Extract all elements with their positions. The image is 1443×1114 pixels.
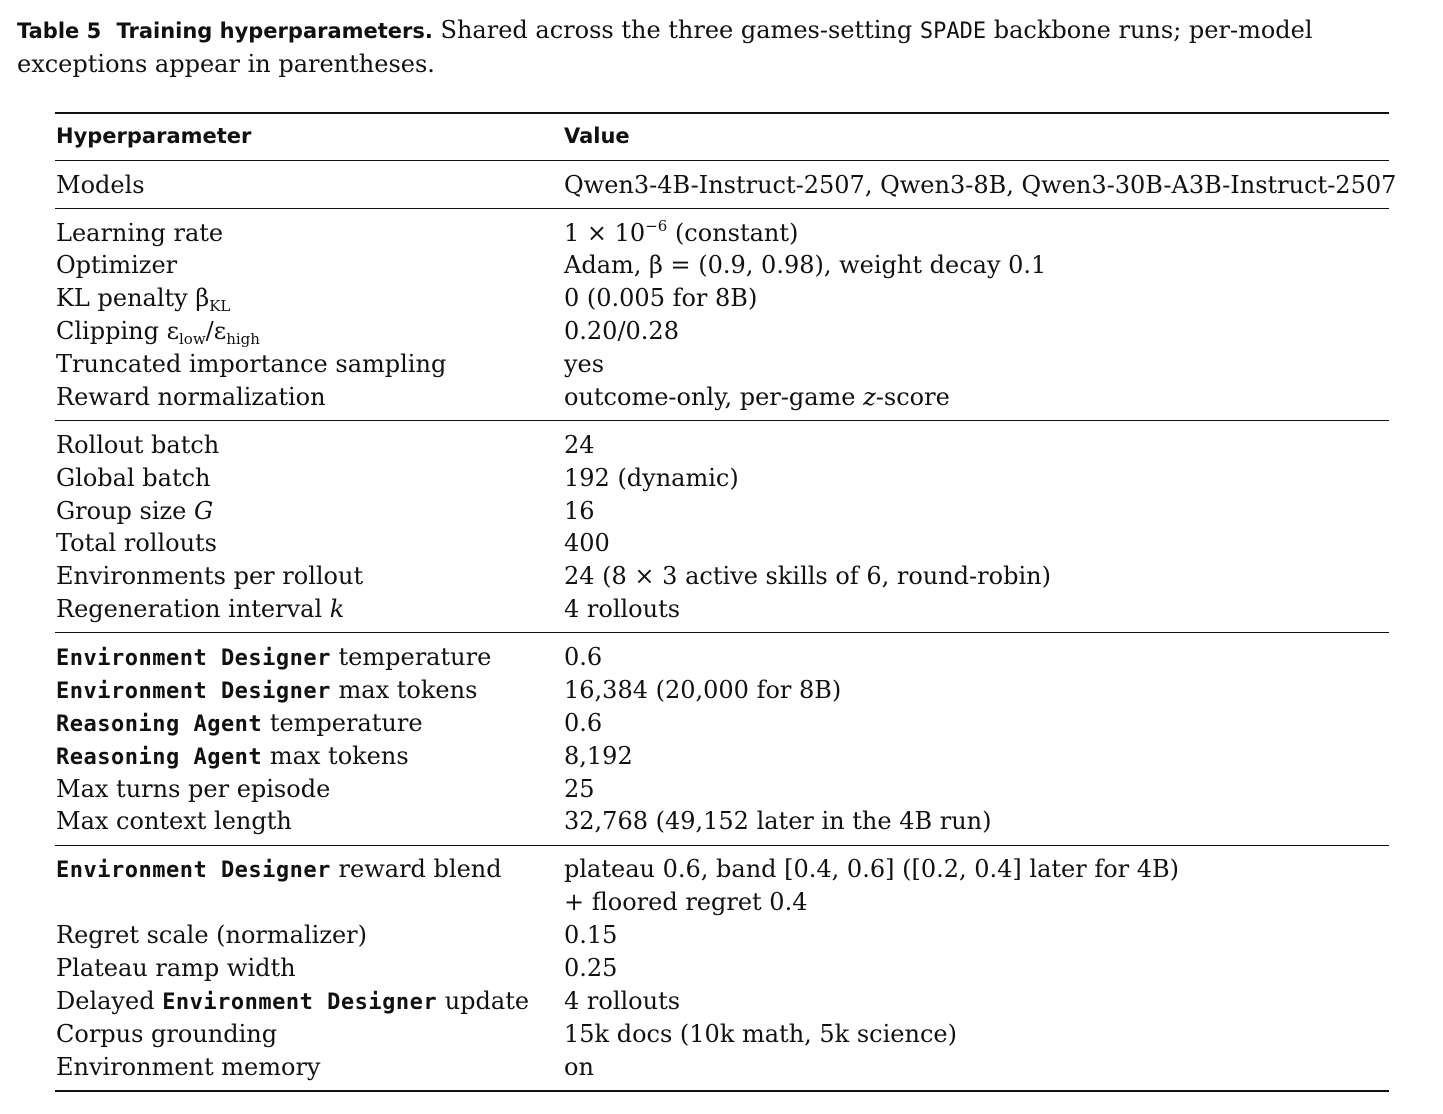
optimizer-key: Optimizer	[56, 251, 178, 279]
table-title: Training hyperparameters.	[116, 19, 433, 43]
optimizer-value: Adam, β = (0.9, 0.98), weight decay 0.1	[564, 251, 1047, 279]
turns-value: 25	[564, 775, 595, 803]
env-value: 24 (8 × 3 active skills of 6, round-robin)	[564, 562, 1051, 590]
kl-value: 0 (0.005 for 8B)	[564, 284, 758, 312]
blend-value-1: plateau 0.6, band [0.4, 0.6] ([0.2, 0.4] later for 4B)	[564, 855, 1180, 883]
norm-value: outcome-only, per-game z-score	[564, 383, 950, 411]
method-name: SPADE	[919, 19, 987, 44]
header-hyperparameter: Hyperparameter	[56, 124, 252, 148]
ramp-key: Plateau ramp width	[56, 954, 296, 982]
gb-value: 192 (dynamic)	[564, 464, 739, 492]
ra-tokens-key: Reasoning Agent max tokens	[56, 742, 409, 770]
caption-text-pre: Shared across the three games-setting	[440, 16, 920, 44]
ra-temp-value: 0.6	[564, 709, 603, 737]
regret-value: 0.15	[564, 921, 618, 949]
caption-text-post: backbone runs; per-model exceptions appear in parentheses.	[17, 16, 1313, 78]
blend-value-2: + floored regret 0.4	[564, 888, 808, 916]
ra-tokens-value: 8,192	[564, 742, 633, 770]
gs-key: Group size G	[56, 497, 214, 525]
section-rule-4	[55, 845, 1389, 846]
ctx-value: 32,768 (49,152 later in the 4B run)	[564, 807, 992, 835]
top-rule	[55, 112, 1389, 114]
tr-value: 400	[564, 529, 610, 557]
regen-key: Regeneration interval k	[56, 595, 345, 623]
ramp-value: 0.25	[564, 954, 618, 982]
kl-key: KL penalty $\beta_{KL}$	[56, 284, 231, 315]
section-rule-3	[55, 632, 1389, 633]
rb-value: 24	[564, 431, 595, 459]
corpus-key: Corpus grounding	[56, 1020, 278, 1048]
gs-value: 16	[564, 497, 595, 525]
table-label: Table 5	[17, 19, 102, 43]
blend-key: Environment Designer reward blend	[56, 855, 502, 883]
table-caption	[17, 14, 1429, 81]
memory-value: on	[564, 1053, 594, 1081]
env-key: Environments per rollout	[56, 562, 364, 590]
bottom-rule	[55, 1090, 1389, 1092]
ed-tokens-value: 16,384 (20,000 for 8B)	[564, 676, 842, 704]
regen-value: 4 rollouts	[564, 595, 681, 623]
delayed-value: 4 rollouts	[564, 987, 681, 1015]
header-rule	[55, 160, 1389, 161]
clip-value: 0.20/0.28	[564, 317, 679, 345]
clip-key: Clipping $\varepsilon_{low}/\varepsilon_{high}$	[56, 317, 260, 348]
tis-key: Truncated importance sampling	[56, 350, 447, 378]
ctx-key: Max context length	[56, 807, 292, 835]
header-value: Value	[564, 124, 630, 148]
ed-tokens-key: Environment Designer max tokens	[56, 676, 478, 704]
norm-key: Reward normalization	[56, 383, 326, 411]
ed-temp-value: 0.6	[564, 643, 603, 671]
delayed-key: Delayed Environment Designer update	[56, 987, 530, 1015]
section-rule-2	[55, 420, 1389, 421]
models-key: Models	[56, 171, 145, 199]
turns-key: Max turns per episode	[56, 775, 331, 803]
lr-key: Learning rate	[56, 219, 224, 247]
section-rule-1	[55, 208, 1389, 209]
models-value: Qwen3-4B-Instruct-2507, Qwen3-8B, Qwen3-30B-A3B-Instruct-2507	[564, 171, 1397, 199]
ed-temp-key: Environment Designer temperature	[56, 643, 492, 671]
tis-value: yes	[564, 350, 605, 378]
gb-key: Global batch	[56, 464, 211, 492]
memory-key: Environment memory	[56, 1053, 321, 1081]
lr-value: $1 \times 10^{-6}$ (constant)	[564, 217, 799, 247]
tr-key: Total rollouts	[56, 529, 217, 557]
corpus-value: 15k docs (10k math, 5k science)	[564, 1020, 957, 1048]
regret-key: Regret scale (normalizer)	[56, 921, 368, 949]
rb-key: Rollout batch	[56, 431, 220, 459]
ra-temp-key: Reasoning Agent temperature	[56, 709, 423, 737]
